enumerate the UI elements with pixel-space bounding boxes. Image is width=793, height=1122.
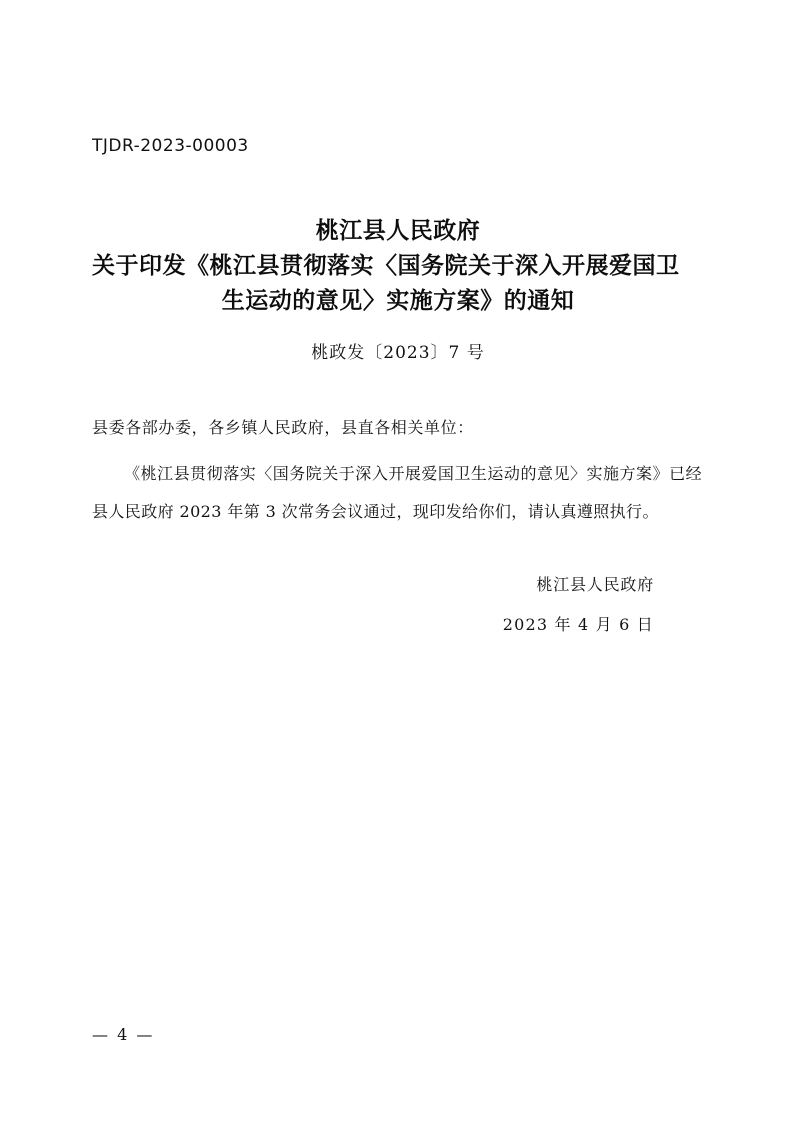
salutation: 县委各部办委，各乡镇人民政府，县直各相关单位： xyxy=(92,418,474,437)
page-number: — 4 — xyxy=(92,1025,155,1044)
signature-date: 2023 年 4 月 6 日 xyxy=(502,615,654,634)
document-number: TJDR-2023-00003 xyxy=(92,136,249,156)
body-paragraph xyxy=(92,455,702,531)
document-title xyxy=(92,213,704,318)
title-line-1: 桃江县人民政府 xyxy=(315,217,481,244)
signature-block xyxy=(92,565,654,645)
body-paragraph-text: 《桃江县贯彻落实〈国务院关于深入开展爱国卫生运动的意见〉实施方案》已经县人民政府 2023 年第 3 次常务会议通过，现印发给你们，请认真遵照执行。 xyxy=(92,464,702,521)
document-serial-number: 桃政发〔2023〕7 号 xyxy=(311,343,485,363)
signature-organization: 桃江县人民政府 xyxy=(536,575,654,594)
title-line-3: 生运动的意见〉实施方案》的通知 xyxy=(221,287,575,314)
title-line-2: 关于印发《桃江县贯彻落实〈国务院关于深入开展爱国卫 xyxy=(92,252,680,279)
